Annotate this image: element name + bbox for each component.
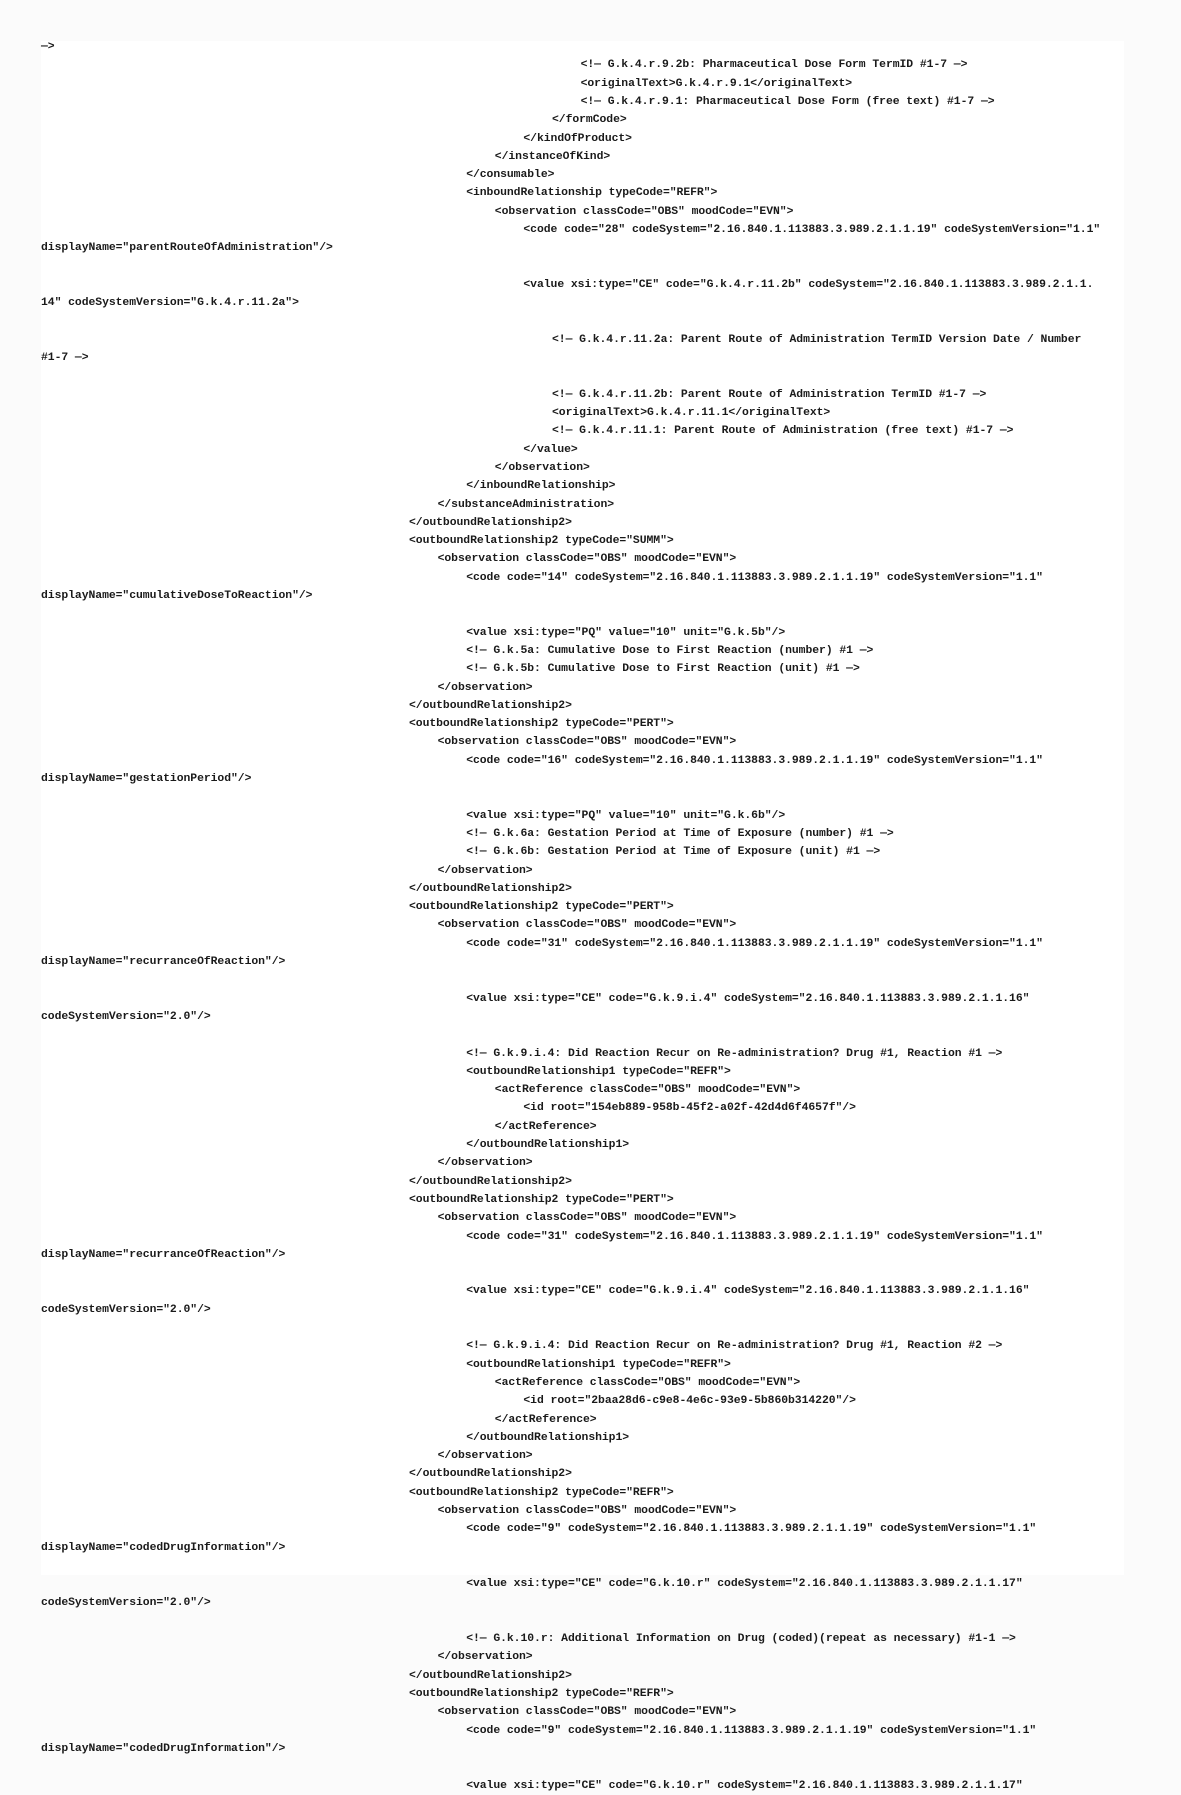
code-line: <!— G.k.5a: Cumulative Dose to First Reaction (number) #1 —> (466, 644, 874, 657)
code-line: <value xsi:type="CE" code="G.k.9.i.4" codeSystem="2.16.840.1.113883.3.989.2.1.1.16" (466, 992, 1030, 1005)
code-line: <outboundRelationship2 typeCode="REFR"> (409, 1486, 674, 1499)
wrapped-code-line: displayName="parentRouteOfAdministration"/> (41, 242, 333, 255)
code-line: </observation> (437, 681, 533, 694)
code-line: </kindOfProduct> (523, 132, 632, 145)
code-line: <!— G.k.9.i.4: Did Reaction Recur on Re-administration? Drug #1, Reaction #1 —> (466, 1047, 1003, 1060)
code-line: <id root="2baa28d6-c9e8-4e6c-93e9-5b860b314220"/> (523, 1395, 856, 1408)
code-line: <outboundRelationship2 typeCode="PERT"> (409, 1193, 674, 1206)
code-line: <id root="154eb889-958b-45f2-a02f-42d4d6f4657f"/> (523, 1102, 856, 1115)
code-line: </formCode> (552, 114, 627, 127)
wrapped-code-line: codeSystemVersion="2.0"/> (41, 1596, 211, 1609)
code-line: <!— G.k.4.r.9.2b: Pharmaceutical Dose Form TermID #1-7 —> (580, 59, 968, 72)
code-line: </observation> (437, 1651, 533, 1664)
code-line: <observation classCode="OBS" moodCode="EVN"> (437, 1706, 737, 1719)
code-line: <observation classCode="OBS" moodCode="EVN"> (437, 553, 737, 566)
code-line: <code code="28" codeSystem="2.16.840.1.113883.3.989.2.1.1.19" codeSystemVersion="1.1" (523, 224, 1101, 236)
code-line: <!— G.k.6b: Gestation Period at Time of Exposure (unit) #1 —> (466, 846, 881, 859)
code-line: </outboundRelationship2> (409, 1468, 572, 1481)
code-line: <value xsi:type="CE" code="G.k.4.r.11.2b" codeSystem="2.16.840.1.113883.3.989.2.1.1. (523, 278, 1094, 291)
code-line: <code code="31" codeSystem="2.16.840.1.113883.3.989.2.1.1.19" codeSystemVersion="1.1" (466, 1230, 1043, 1243)
code-line: <inboundRelationship typeCode="REFR"> (466, 187, 718, 200)
code-line: <outboundRelationship1 typeCode="REFR"> (466, 1065, 731, 1078)
wrapped-code-line: displayName="recurranceOfReaction"/> (41, 956, 286, 968)
wrapped-code-line: 14" codeSystemVersion="G.k.4.r.11.2a"> (41, 297, 299, 310)
code-line: <originalText>G.k.4.r.11.1</originalText> (552, 407, 831, 419)
code-line: </instanceOfKind> (494, 150, 611, 163)
wrapped-code-line: displayName="codedDrugInformation"/> (41, 1541, 286, 1554)
code-line: <value xsi:type="PQ" value="10" unit="G.k.5b"/> (466, 626, 786, 639)
code-line: <!— G.k.4.r.11.2b: Parent Route of Administration TermID #1-7 —> (552, 388, 987, 401)
wrapped-code-line: codeSystemVersion="2.0"/> (41, 1303, 211, 1316)
code-line: <!— G.k.6a: Gestation Period at Time of Exposure (number) #1 —> (466, 827, 894, 840)
code-line: </actReference> (494, 1413, 597, 1426)
code-line: <observation classCode="OBS" moodCode="EVN"> (437, 736, 737, 749)
code-line: </outboundRelationship2> (409, 1669, 572, 1682)
code-line: <outboundRelationship1 typeCode="REFR"> (466, 1358, 731, 1371)
code-line: </outboundRelationship1> (466, 1139, 630, 1151)
code-line: <observation classCode="OBS" moodCode="EVN"> (494, 205, 794, 218)
code-line: <!— G.k.4.r.11.2a: Parent Route of Administration TermID Version Date / Number (552, 333, 1082, 346)
code-line: <value xsi:type="CE" code="G.k.10.r" codeSystem="2.16.840.1.113883.3.989.2.1.1.17" (466, 1779, 1023, 1792)
code-line: <!— G.k.4.r.9.1: Pharmaceutical Dose Form (free text) #1-7 —> (580, 95, 995, 108)
code-line: </observation> (437, 864, 533, 877)
code-line: </outboundRelationship2> (409, 699, 572, 712)
code-line: </outboundRelationship2> (409, 516, 572, 529)
code-line: <code code="9" codeSystem="2.16.840.1.113883.3.989.2.1.1.19" codeSystemVersion="1.1" (466, 1523, 1037, 1536)
code-line: <outboundRelationship2 typeCode="SUMM"> (409, 535, 674, 548)
code-line: </inboundRelationship> (466, 480, 616, 493)
code-line: <observation classCode="OBS" moodCode="EVN"> (437, 1505, 737, 1517)
code-line: <outboundRelationship2 typeCode="PERT"> (409, 718, 674, 731)
code-line: </observation> (437, 1157, 533, 1170)
code-line: <outboundRelationship2 typeCode="PERT"> (409, 901, 674, 914)
code-line: </outboundRelationship1> (466, 1431, 630, 1444)
wrapped-code-line: —> (41, 41, 55, 53)
wrapped-code-line: displayName="codedDrugInformation"/> (41, 1742, 286, 1755)
code-line: <originalText>G.k.4.r.9.1</originalText> (580, 77, 853, 90)
code-line: <value xsi:type="PQ" value="10" unit="G.k.6b"/> (466, 809, 786, 822)
code-line: </value> (523, 443, 578, 456)
code-line: </substanceAdministration> (437, 498, 615, 511)
code-line: </outboundRelationship2> (409, 882, 572, 895)
code-line: <!— G.k.5b: Cumulative Dose to First Reaction (unit) #1 —> (466, 663, 860, 676)
document-page (41, 41, 1124, 1792)
code-line: <!— G.k.4.r.11.1: Parent Route of Administration (free text) #1-7 —> (552, 425, 1014, 438)
wrapped-code-line: codeSystemVersion="2.0"/> (41, 1010, 211, 1023)
code-line: </actReference> (494, 1120, 597, 1133)
code-line: </observation> (494, 461, 590, 474)
wrapped-code-line: displayName="recurranceOfReaction"/> (41, 1248, 286, 1261)
code-line: <code code="14" codeSystem="2.16.840.1.113883.3.989.2.1.1.19" codeSystemVersion="1.1" (466, 571, 1043, 584)
wrapped-code-line: displayName="cumulativeDoseToReaction"/> (41, 590, 313, 602)
wrapped-code-line: displayName="gestationPeriod"/> (41, 773, 252, 785)
code-line: <code code="9" codeSystem="2.16.840.1.113883.3.989.2.1.1.19" codeSystemVersion="1.1" (466, 1724, 1037, 1737)
wrapped-code-line: #1-7 —> (41, 352, 89, 365)
code-line: <code code="16" codeSystem="2.16.840.1.113883.3.989.2.1.1.19" codeSystemVersion="1.1" (466, 754, 1043, 767)
code-line: <observation classCode="OBS" moodCode="EVN"> (437, 919, 737, 932)
code-line: <observation classCode="OBS" moodCode="EVN"> (437, 1212, 737, 1225)
code-line: <value xsi:type="CE" code="G.k.9.i.4" codeSystem="2.16.840.1.113883.3.989.2.1.1.16" (466, 1285, 1030, 1298)
code-line: <!— G.k.10.r: Additional Information on Drug (coded)(repeat as necessary) #1-1 —> (466, 1633, 1016, 1646)
code-line: </consumable> (466, 169, 555, 182)
code-line: <actReference classCode="OBS" moodCode="EVN"> (494, 1084, 801, 1097)
code-line: <value xsi:type="CE" code="G.k.10.r" codeSystem="2.16.840.1.113883.3.989.2.1.1.17" (466, 1578, 1023, 1591)
code-line: <actReference classCode="OBS" moodCode="EVN"> (494, 1376, 801, 1389)
code-line: <outboundRelationship2 typeCode="REFR"> (409, 1688, 674, 1700)
code-line: </outboundRelationship2> (409, 1175, 572, 1188)
code-line: <code code="31" codeSystem="2.16.840.1.113883.3.989.2.1.1.19" codeSystemVersion="1.1" (466, 937, 1043, 950)
code-line: </observation> (437, 1450, 533, 1463)
code-line: <!— G.k.9.i.4: Did Reaction Recur on Re-administration? Drug #1, Reaction #2 —> (466, 1340, 1003, 1353)
